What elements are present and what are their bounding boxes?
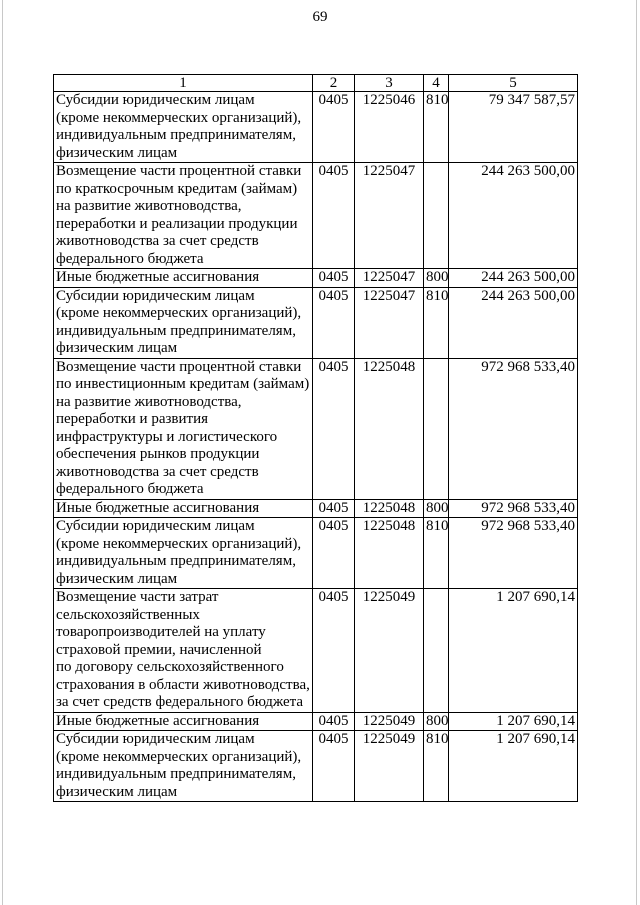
cell-description: Иные бюджетные ассигнования	[54, 499, 313, 518]
table-row	[54, 731, 578, 802]
cell-description: Возмещение части процентной ставки по инвестиционным кредитам (займам) на развитие животноводства, переработки и развития инфраструктуры и логистического обеспечения рынков продукции животноводства за счет средств федерального бюджета	[54, 358, 313, 499]
cell-target-article: 1225049	[355, 589, 424, 713]
cell-expense-type: 810	[424, 287, 449, 358]
cell-section-code: 0405	[313, 92, 355, 163]
table-row	[54, 92, 578, 163]
budget-table	[53, 74, 578, 802]
column-header-4: 4	[424, 75, 449, 92]
cell-section-code: 0405	[313, 269, 355, 288]
cell-amount: 79 347 587,57	[449, 92, 578, 163]
page-number: 69	[312, 9, 328, 25]
table-row	[54, 589, 578, 713]
cell-amount: 972 968 533,40	[449, 358, 578, 499]
cell-description: Возмещение части процентной ставки по краткосрочным кредитам (займам) на развитие животноводства, переработки и реализации продукции животноводства за счет средств федерального бюджета	[54, 163, 313, 269]
cell-expense-type: 800	[424, 712, 449, 731]
column-header-3: 3	[355, 75, 424, 92]
cell-target-article: 1225049	[355, 712, 424, 731]
cell-section-code: 0405	[313, 731, 355, 802]
column-header-1: 1	[54, 75, 313, 92]
cell-amount: 244 263 500,00	[449, 287, 578, 358]
cell-expense-type	[424, 163, 449, 269]
table-row	[54, 518, 578, 589]
table-row	[54, 712, 578, 731]
page-edge-left	[2, 0, 3, 905]
cell-section-code: 0405	[313, 163, 355, 269]
cell-amount: 1 207 690,14	[449, 712, 578, 731]
table-row	[54, 358, 578, 499]
cell-section-code: 0405	[313, 287, 355, 358]
cell-expense-type: 810	[424, 92, 449, 163]
cell-description: Субсидии юридическим лицам (кроме некоммерческих организаций), индивидуальным предпринимателям, физическим лицам	[54, 731, 313, 802]
table-body	[54, 92, 578, 802]
cell-description: Иные бюджетные ассигнования	[54, 269, 313, 288]
cell-section-code: 0405	[313, 589, 355, 713]
cell-description: Иные бюджетные ассигнования	[54, 712, 313, 731]
cell-section-code: 0405	[313, 518, 355, 589]
cell-expense-type: 810	[424, 731, 449, 802]
cell-description: Субсидии юридическим лицам (кроме некоммерческих организаций), индивидуальным предпринимателям, физическим лицам	[54, 92, 313, 163]
cell-amount: 244 263 500,00	[449, 163, 578, 269]
cell-target-article: 1225048	[355, 358, 424, 499]
cell-description: Субсидии юридическим лицам (кроме некоммерческих организаций), индивидуальным предпринимателям, физическим лицам	[54, 287, 313, 358]
cell-target-article: 1225047	[355, 269, 424, 288]
cell-expense-type	[424, 358, 449, 499]
cell-expense-type: 810	[424, 518, 449, 589]
cell-amount: 972 968 533,40	[449, 518, 578, 589]
cell-target-article: 1225046	[355, 92, 424, 163]
cell-description: Возмещение части затрат сельскохозяйственных товаропроизводителей на уплату страховой премии, начисленной по договору сельскохозяйственного страхования в области животноводства, за счет средств федерального бюджета	[54, 589, 313, 713]
table-row	[54, 499, 578, 518]
table-header-row	[54, 75, 578, 92]
cell-target-article: 1225047	[355, 163, 424, 269]
table-row	[54, 269, 578, 288]
table-row	[54, 287, 578, 358]
column-header-2: 2	[313, 75, 355, 92]
table-row	[54, 163, 578, 269]
cell-section-code: 0405	[313, 712, 355, 731]
cell-expense-type	[424, 589, 449, 713]
cell-description: Субсидии юридическим лицам (кроме некоммерческих организаций), индивидуальным предпринимателям, физическим лицам	[54, 518, 313, 589]
cell-amount: 1 207 690,14	[449, 731, 578, 802]
page-edge-right	[636, 0, 637, 905]
cell-amount: 244 263 500,00	[449, 269, 578, 288]
cell-target-article: 1225047	[355, 287, 424, 358]
cell-section-code: 0405	[313, 358, 355, 499]
cell-expense-type: 800	[424, 269, 449, 288]
cell-amount: 972 968 533,40	[449, 499, 578, 518]
cell-expense-type: 800	[424, 499, 449, 518]
cell-target-article: 1225049	[355, 731, 424, 802]
column-header-5: 5	[449, 75, 578, 92]
cell-section-code: 0405	[313, 499, 355, 518]
cell-target-article: 1225048	[355, 518, 424, 589]
cell-target-article: 1225048	[355, 499, 424, 518]
cell-amount: 1 207 690,14	[449, 589, 578, 713]
